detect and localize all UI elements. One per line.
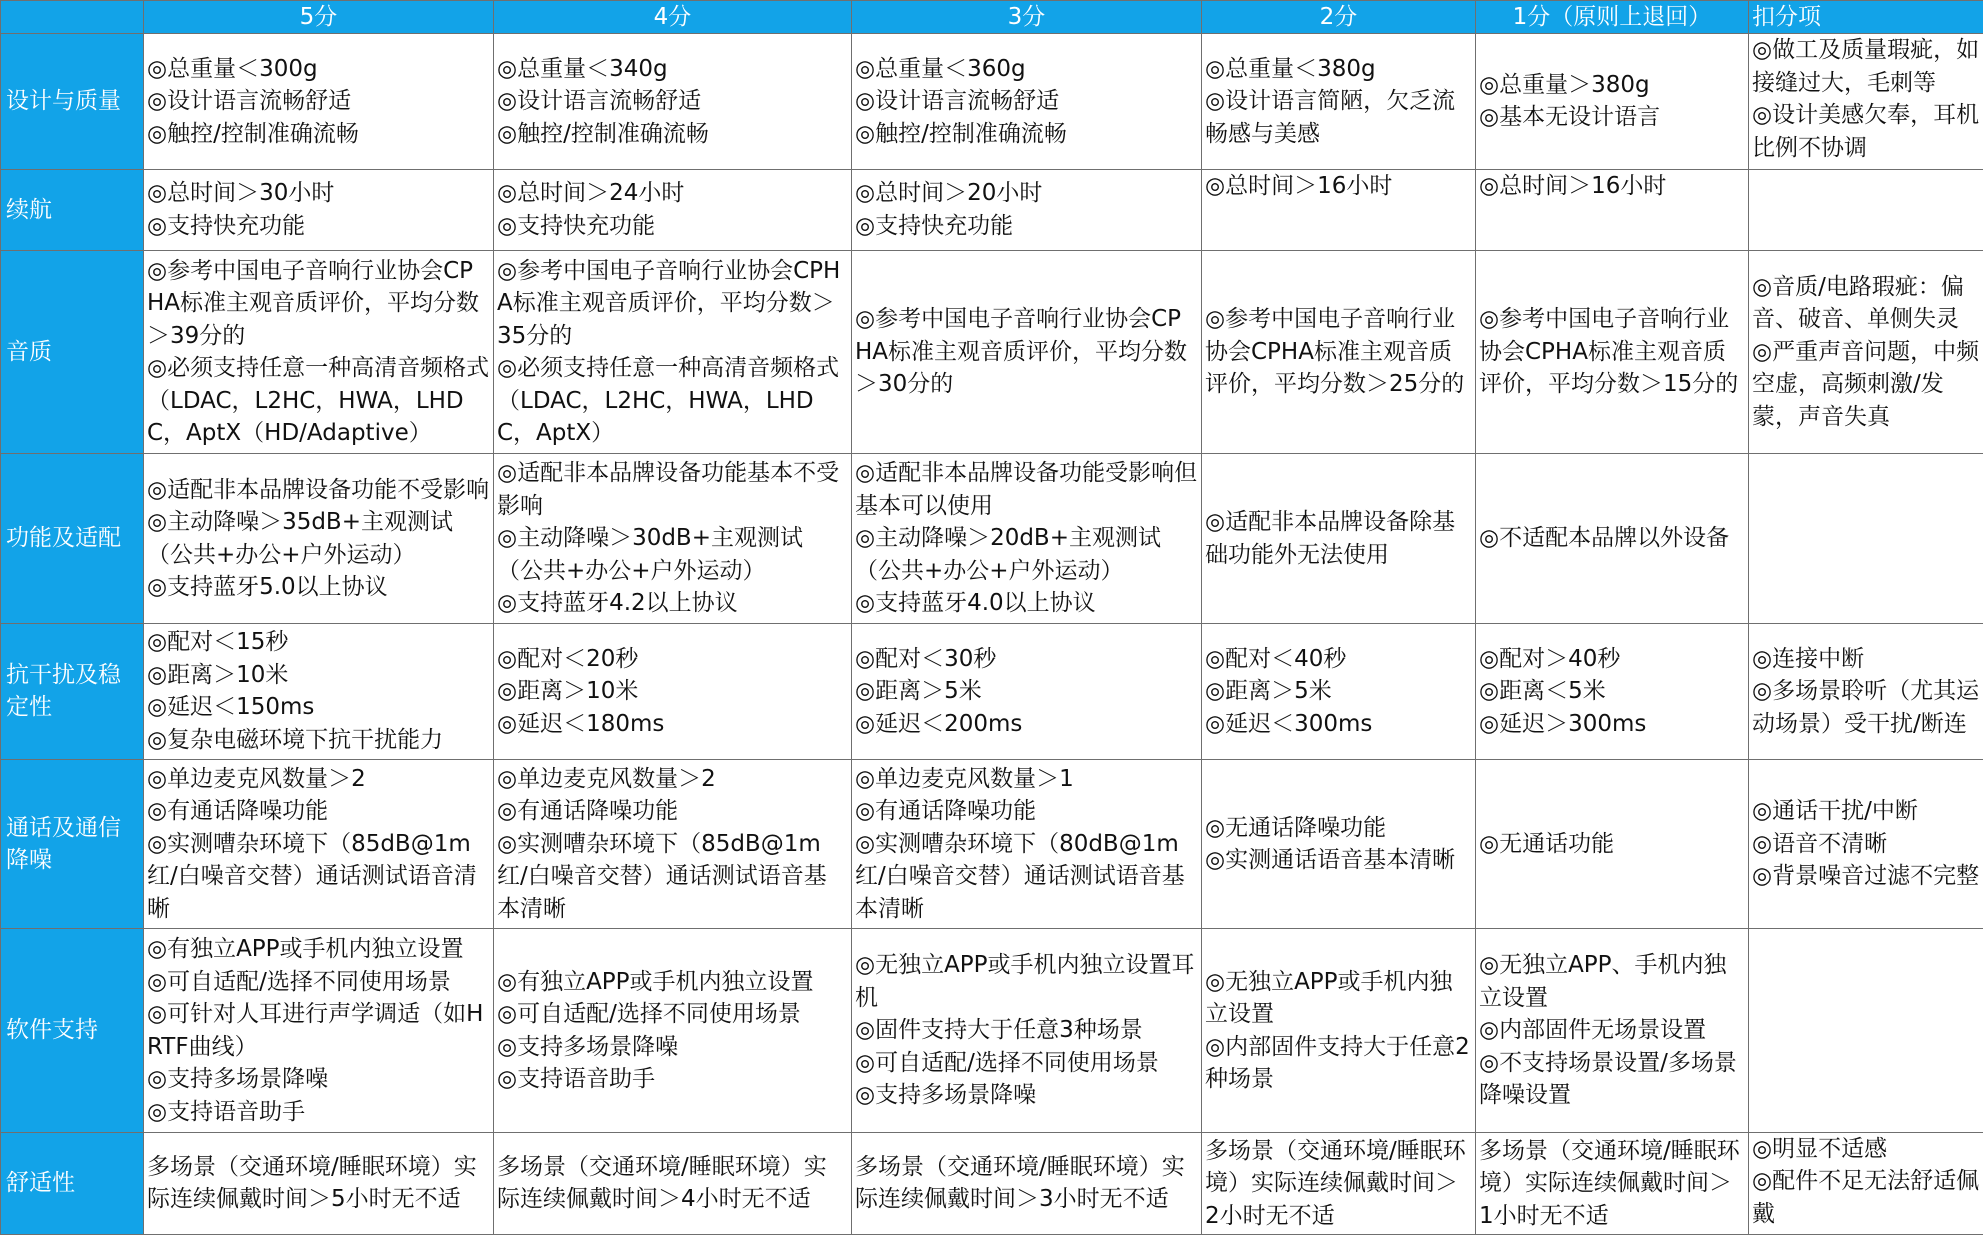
cell-line: ◎设计语言简陋，欠乏流畅感与美感 [1205, 88, 1456, 147]
cell-line: ◎配件不足无法舒适佩戴 [1752, 1168, 1980, 1227]
cell-score-1 [1476, 759, 1749, 929]
cell-deduction [1749, 623, 1983, 759]
cell-line: 多场景（交通环境/睡眠环境）实际连续佩戴时间＞1小时无不适 [1479, 1137, 1740, 1229]
header-score-4: 4分 [494, 1, 852, 34]
cell-line: ◎复杂电磁环境下抗干扰能力 [147, 726, 444, 753]
header-row [1, 1, 1983, 34]
cell-line: ◎实测嘈杂环境下（85dB@1m红/白噪音交替）通话测试语音基本清晰 [497, 830, 827, 922]
cell-score-4 [494, 929, 852, 1132]
cell-line: ◎配对＜20秒 [497, 645, 639, 672]
cell-line: ◎可针对人耳进行声学调适（如HRTF曲线） [147, 1001, 484, 1060]
cell-line: ◎音质/电路瑕疵：偏音、破音、单侧失灵 [1752, 273, 1964, 333]
cell-score-5 [144, 454, 494, 624]
header-score-1: 1分（原则上退回） [1476, 1, 1749, 34]
cell-line: ◎实测通话语音基本清晰 [1205, 847, 1456, 874]
cell-score-3 [852, 1132, 1202, 1234]
cell-deduction [1749, 929, 1983, 1132]
cell-score-3 [852, 929, 1202, 1132]
cell-line: ◎总时间＞30小时 [147, 180, 335, 207]
header-deduction: 扣分项 [1749, 1, 1983, 34]
cell-score-4 [494, 623, 852, 759]
cell-line: ◎支持多场景降噪 [497, 1033, 679, 1060]
cell-line: ◎总重量＜300g [147, 55, 318, 82]
cell-line: ◎无独立APP、手机内独立设置 [1479, 952, 1727, 1011]
cell-line: 多场景（交通环境/睡眠环境）实际连续佩戴时间＞5小时无不适 [147, 1153, 477, 1213]
cell-line: ◎做工及质量瑕疵，如接缝过大，毛刺等 [1752, 37, 1980, 96]
cell-score-1 [1476, 929, 1749, 1132]
cell-score-4 [494, 1132, 852, 1234]
cell-line: ◎主动降噪＞30dB+主观测试（公共+办公+户外运动） [497, 525, 803, 584]
cell-line: ◎不适配本品牌以外设备 [1479, 525, 1730, 552]
cell-line: ◎适配非本品牌设备功能不受影响 [147, 476, 490, 503]
cell-line: ◎支持快充功能 [855, 212, 1014, 239]
cell-line: ◎无独立APP或手机内独立设置耳机 [855, 952, 1195, 1011]
cell-deduction [1749, 34, 1983, 170]
cell-score-2 [1202, 929, 1476, 1132]
cell-deduction [1749, 250, 1983, 453]
cell-line: ◎有通话降噪功能 [147, 798, 329, 825]
cell-score-5 [144, 169, 494, 250]
cell-score-4 [494, 169, 852, 250]
table-row [1, 250, 1983, 453]
cell-line: ◎配对＞40秒 [1479, 645, 1621, 672]
cell-line: ◎触控/控制准确流畅 [147, 120, 359, 147]
cell-line: ◎语音不清晰 [1752, 830, 1888, 857]
cell-score-2 [1202, 759, 1476, 929]
cell-line: ◎距离＞5米 [855, 678, 982, 705]
cell-line: ◎延迟＜180ms [497, 710, 665, 737]
cell-line: ◎不支持场景设置/多场景降噪设置 [1479, 1049, 1737, 1109]
cell-line: ◎无独立APP或手机内独立设置 [1205, 968, 1453, 1028]
cell-score-5 [144, 34, 494, 170]
cell-line: ◎支持蓝牙4.0以上协议 [855, 590, 1096, 617]
cell-line: ◎参考中国电子音响行业协会CPHA标准主观音质评价，平均分数＞30分的 [855, 306, 1188, 398]
cell-line: ◎设计语言流畅舒适 [855, 88, 1060, 115]
cell-line: ◎内部固件支持大于任意2种场景 [1205, 1033, 1470, 1093]
cell-line: ◎固件支持大于任意3种场景 [855, 1017, 1143, 1044]
cell-line: ◎延迟＜200ms [855, 710, 1023, 737]
cell-line: ◎设计美感欠奉，耳机比例不协调 [1752, 102, 1980, 161]
cell-line: ◎总重量＜380g [1205, 55, 1376, 82]
cell-line: ◎总时间＞24小时 [497, 180, 685, 207]
cell-line: ◎总重量＜340g [497, 55, 668, 82]
table-row [1, 454, 1983, 624]
table-row [1, 169, 1983, 250]
cell-line: ◎多场景聆听（尤其运动场景）受干扰/断连 [1752, 678, 1980, 737]
cell-line: 多场景（交通环境/睡眠环境）实际连续佩戴时间＞3小时无不适 [855, 1153, 1185, 1213]
cell-score-1 [1476, 623, 1749, 759]
row-label: 软件支持 [1, 929, 144, 1132]
cell-line: ◎基本无设计语言 [1479, 104, 1661, 131]
row-label: 音质 [1, 250, 144, 453]
cell-line: ◎支持语音助手 [147, 1098, 306, 1125]
cell-line: ◎有独立APP或手机内独立设置 [147, 936, 464, 963]
cell-line: ◎通话干扰/中断 [1752, 798, 1918, 825]
cell-line: ◎实测嘈杂环境下（85dB@1m红/白噪音交替）通话测试语音清晰 [147, 830, 477, 922]
cell-line: ◎必须支持任意一种高清音频格式（LDAC，L2HC，HWA，LHDC，AptX（HD/Adaptive） [147, 355, 490, 447]
cell-deduction [1749, 169, 1983, 250]
cell-line: ◎支持多场景降噪 [855, 1082, 1037, 1109]
cell-line: ◎无通话降噪功能 [1205, 814, 1387, 841]
cell-line: ◎参考中国电子音响行业协会CPHA标准主观音质评价，平均分数＞25分的 [1205, 306, 1465, 398]
cell-line: ◎适配非本品牌设备功能受影响但基本可以使用 [855, 460, 1198, 519]
cell-line: ◎有独立APP或手机内独立设置 [497, 968, 814, 995]
cell-line: ◎配对＜40秒 [1205, 645, 1347, 672]
row-label: 抗干扰及稳定性 [1, 623, 144, 759]
cell-line: ◎主动降噪＞35dB+主观测试（公共+办公+户外运动） [147, 509, 453, 568]
cell-line: ◎参考中国电子音响行业协会CPHA标准主观音质评价，平均分数＞39分的 [147, 257, 480, 349]
cell-line: ◎支持蓝牙4.2以上协议 [497, 590, 738, 617]
cell-line: ◎内部固件无场景设置 [1479, 1017, 1707, 1044]
cell-line: ◎总时间＞20小时 [855, 180, 1043, 207]
cell-score-2 [1202, 169, 1476, 250]
cell-score-2 [1202, 623, 1476, 759]
table-row [1, 759, 1983, 929]
cell-line: ◎延迟＜300ms [1205, 710, 1373, 737]
cell-line: ◎单边麦克风数量＞2 [497, 765, 716, 792]
cell-line: ◎设计语言流畅舒适 [147, 88, 352, 115]
cell-line: ◎距离＜5米 [1479, 678, 1606, 705]
cell-line: ◎参考中国电子音响行业协会CPHA标准主观音质评价，平均分数＞35分的 [497, 257, 841, 349]
cell-line: 多场景（交通环境/睡眠环境）实际连续佩戴时间＞2小时无不适 [1205, 1137, 1466, 1229]
cell-score-3 [852, 454, 1202, 624]
cell-line: ◎触控/控制准确流畅 [497, 120, 709, 147]
cell-line: ◎单边麦克风数量＞1 [855, 765, 1074, 792]
cell-line: ◎有通话降噪功能 [855, 798, 1037, 825]
cell-line: ◎设计语言流畅舒适 [497, 88, 702, 115]
cell-score-3 [852, 34, 1202, 170]
cell-line: ◎适配非本品牌设备除基础功能外无法使用 [1205, 509, 1456, 568]
cell-line: ◎严重声音问题，中频空虚，高频刺激/发蒙，声音失真 [1752, 338, 1980, 430]
cell-line: ◎单边麦克风数量＞2 [147, 765, 366, 792]
cell-line: ◎可自适配/选择不同使用场景 [855, 1049, 1159, 1076]
cell-score-1 [1476, 1132, 1749, 1234]
cell-score-4 [494, 250, 852, 453]
cell-score-2 [1202, 34, 1476, 170]
table-body [1, 34, 1983, 1235]
cell-score-4 [494, 759, 852, 929]
row-label: 功能及适配 [1, 454, 144, 624]
cell-score-4 [494, 34, 852, 170]
cell-score-4 [494, 454, 852, 624]
cell-score-2 [1202, 1132, 1476, 1234]
cell-score-1 [1476, 34, 1749, 170]
cell-line: ◎背景噪音过滤不完整 [1752, 863, 1980, 890]
cell-line: ◎距离＞5米 [1205, 678, 1332, 705]
table-row [1, 623, 1983, 759]
cell-line: ◎延迟＞300ms [1479, 710, 1647, 737]
cell-line: ◎可自适配/选择不同使用场景 [497, 1001, 801, 1028]
table-row [1, 34, 1983, 170]
cell-score-5 [144, 623, 494, 759]
cell-score-3 [852, 623, 1202, 759]
cell-line: ◎距离＞10米 [497, 678, 639, 705]
cell-line: ◎支持快充功能 [497, 212, 656, 239]
cell-deduction [1749, 454, 1983, 624]
cell-score-3 [852, 250, 1202, 453]
cell-line: ◎无通话功能 [1479, 830, 1615, 857]
row-label: 舒适性 [1, 1132, 144, 1234]
cell-line: ◎总时间＞16小时 [1479, 172, 1667, 199]
cell-line: ◎总重量＞380g [1479, 71, 1650, 98]
cell-line: ◎可自适配/选择不同使用场景 [147, 968, 451, 995]
row-label: 通话及通信降噪 [1, 759, 144, 929]
cell-line: ◎连接中断 [1752, 645, 1865, 672]
header-score-2: 2分 [1202, 1, 1476, 34]
cell-line: ◎适配非本品牌设备功能基本不受影响 [497, 460, 840, 519]
header-score-5: 5分 [144, 1, 494, 34]
cell-line: ◎支持快充功能 [147, 212, 306, 239]
cell-score-1 [1476, 454, 1749, 624]
header-corner [1, 1, 144, 34]
header-score-3: 3分 [852, 1, 1202, 34]
cell-line: ◎有通话降噪功能 [497, 798, 679, 825]
cell-line: ◎必须支持任意一种高清音频格式（LDAC，L2HC，HWA，LHDC，AptX） [497, 355, 840, 447]
cell-line: ◎支持语音助手 [497, 1066, 656, 1093]
cell-line: ◎支持多场景降噪 [147, 1066, 329, 1093]
cell-line: ◎距离＞10米 [147, 661, 289, 688]
row-label: 设计与质量 [1, 34, 144, 170]
cell-deduction [1749, 1132, 1983, 1234]
cell-line: ◎明显不适感 [1752, 1135, 1888, 1162]
cell-line: ◎总重量＜360g [855, 55, 1026, 82]
cell-score-5 [144, 929, 494, 1132]
cell-line: ◎参考中国电子音响行业协会CPHA标准主观音质评价，平均分数＞15分的 [1479, 306, 1739, 398]
cell-line: ◎总时间＞16小时 [1205, 172, 1393, 199]
cell-score-5 [144, 1132, 494, 1234]
table-row [1, 1132, 1983, 1234]
cell-line: ◎配对＜15秒 [147, 629, 289, 656]
cell-score-2 [1202, 250, 1476, 453]
cell-score-3 [852, 759, 1202, 929]
cell-line: ◎主动降噪＞20dB+主观测试（公共+办公+户外运动） [855, 525, 1161, 584]
cell-line: ◎支持蓝牙5.0以上协议 [147, 574, 388, 601]
cell-score-5 [144, 759, 494, 929]
table-row [1, 929, 1983, 1132]
cell-score-2 [1202, 454, 1476, 624]
cell-line: ◎配对＜30秒 [855, 645, 997, 672]
cell-score-1 [1476, 250, 1749, 453]
cell-line: ◎延迟＜150ms [147, 694, 315, 721]
cell-line: ◎实测嘈杂环境下（80dB@1m红/白噪音交替）通话测试语音基本清晰 [855, 830, 1185, 922]
cell-score-5 [144, 250, 494, 453]
cell-line: ◎触控/控制准确流畅 [855, 120, 1067, 147]
cell-score-1 [1476, 169, 1749, 250]
cell-score-3 [852, 169, 1202, 250]
row-label: 续航 [1, 169, 144, 250]
cell-line: 多场景（交通环境/睡眠环境）实际连续佩戴时间＞4小时无不适 [497, 1153, 827, 1213]
cell-deduction [1749, 759, 1983, 929]
